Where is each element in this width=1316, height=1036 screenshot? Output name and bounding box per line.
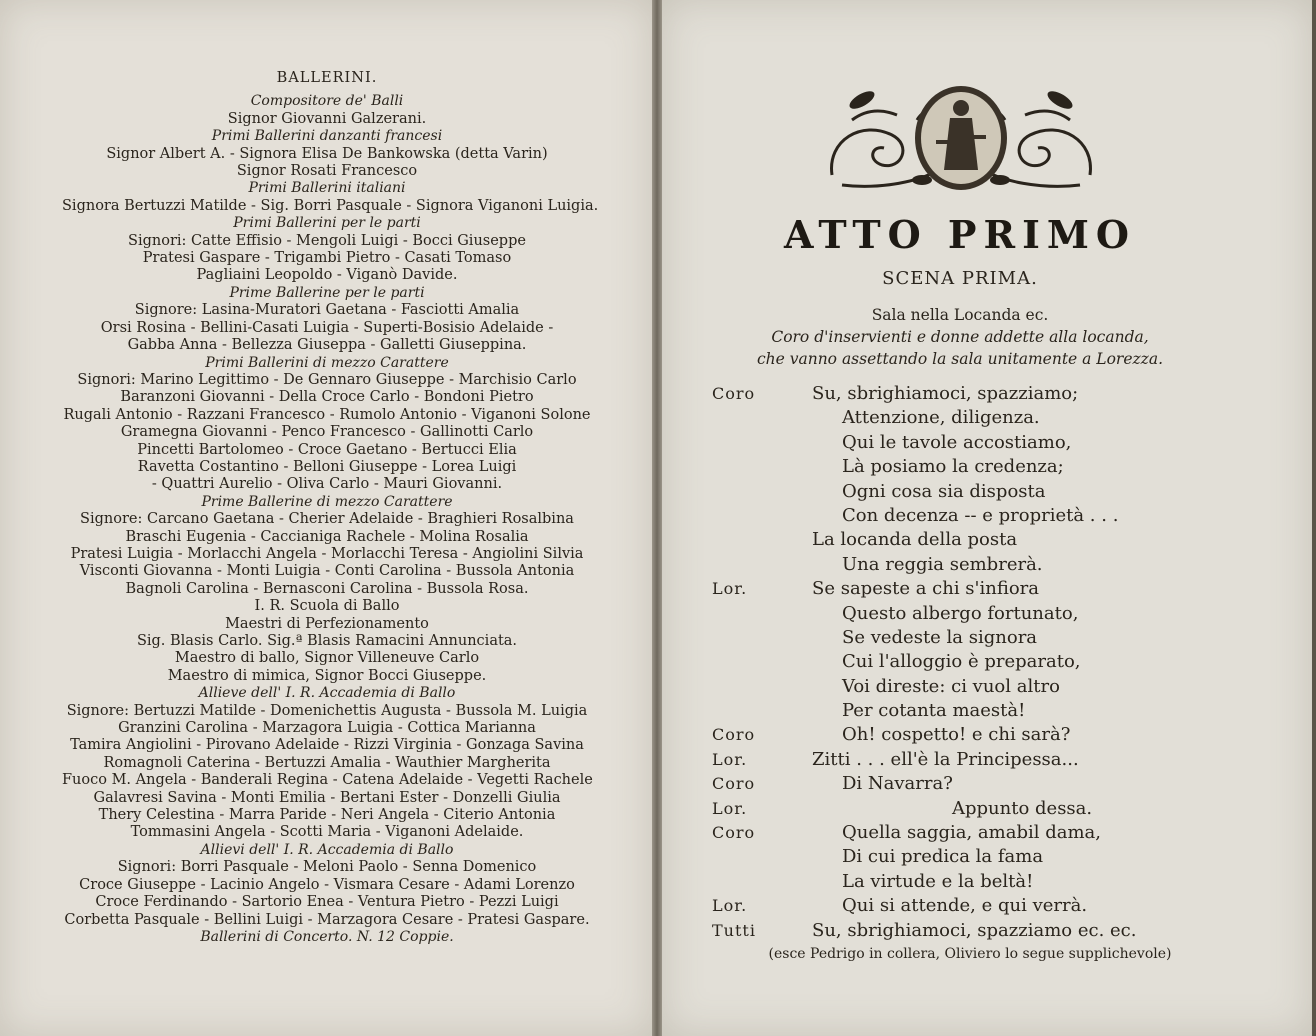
cast-line: Signore: Lasina-Muratori Gaetana - Fasciotti Amalia [134, 302, 520, 319]
verse-line [712, 821, 1232, 845]
verse-block [712, 382, 1232, 943]
cast-line: Rugali Antonio - Razzani Francesco - Rumolo Antonio - Viganoni Solone [63, 406, 591, 423]
cast-line: Orsi Rosina - Bellini-Casati Luigia - Superti-Bosisio Adelaide - [100, 319, 554, 336]
ornament-vignette-icon [822, 80, 1100, 198]
cast-line: Maestro di mimica, Signor Bocci Giuseppe. [167, 667, 487, 684]
verse-text: Questo albergo fortunato, [842, 602, 1079, 624]
verse-text: Zitti . . . ell'è la Principessa... [812, 748, 1079, 770]
verse-line [712, 480, 1232, 504]
verse-text: La locanda della posta [812, 529, 1018, 551]
speaker-label: Coro [712, 384, 756, 403]
speaker-label: Coro [712, 725, 756, 745]
speaker-label: Lor. [712, 749, 748, 769]
cast-section-heading: Prime Ballerine di mezzo Carattere [201, 493, 453, 510]
speaker-label: Lor. [712, 798, 748, 818]
cast-line: Ravetta Costantino - Belloni Giuseppe - Lorea Luigi [137, 458, 517, 475]
verse-text: Se sapeste a chi s'infiora [812, 578, 1040, 600]
cast-line: Baranzoni Giovanni - Della Croce Carlo - Bondoni Pietro [120, 389, 534, 406]
verse-line [712, 577, 1232, 601]
speaker-label: Lor. [712, 579, 748, 599]
verse-text: Là posiamo la credenza; [842, 456, 1064, 478]
cast-section-heading: Primi Ballerini per le parti [233, 215, 421, 232]
verse-line [712, 845, 1232, 869]
cast-section-heading: Primi Ballerini italiani [248, 180, 406, 197]
cast-line: Signor Albert A. - Signora Elisa De Bankowska (detta Varin) [106, 145, 548, 162]
cast-line: Croce Giuseppe - Lacinio Angelo - Vismara Cesare - Adami Lorenzo [79, 876, 575, 893]
cast-line: Pagliaini Leopoldo - Viganò Davide. [196, 267, 458, 284]
verse-text: La virtude e la beltà! [842, 870, 1034, 892]
cast-heading: BALLERINI. [276, 70, 378, 86]
verse-line [712, 455, 1232, 479]
cast-line: I. R. Scuola di Ballo [254, 598, 400, 615]
cast-line: Signori: Marino Legittimo - De Gennaro Giuseppe - Marchisio Carlo [77, 371, 577, 388]
cast-line: Signori: Borri Pasquale - Meloni Paolo - Senna Domenico [117, 859, 537, 876]
verse-text: Appunto dessa. [952, 797, 1093, 819]
verse-text: Su, sbrighiamoci, spazziamo ec. ec. [812, 919, 1137, 941]
verse-line [712, 650, 1232, 674]
cast-line: Signor Rosati Francesco [236, 163, 418, 180]
setting-line: Coro d'inservienti e donne addette alla locanda, [771, 328, 1149, 346]
verse-line [712, 626, 1232, 650]
cast-line: Pincetti Bartolomeo - Croce Gaetano - Bertucci Elia [137, 441, 517, 458]
verse-text: Oh! cospetto! e chi sarà? [842, 724, 1071, 746]
verse-line [712, 870, 1232, 894]
verse-line [712, 797, 1232, 821]
book-gutter [652, 0, 662, 1036]
cast-line: Signore: Carcano Gaetana - Cherier Adelaide - Braghieri Rosalbina [80, 511, 574, 528]
cast-line: Pratesi Gaspare - Trigambi Pietro - Casati Tomaso [142, 250, 512, 267]
verse-line [712, 406, 1232, 430]
setting-line: Sala nella Locanda ec. [871, 306, 1049, 324]
verse-line [712, 504, 1232, 528]
verse-text: Cui l'alloggio è preparato, [842, 651, 1081, 673]
setting-line: che vanno assettando la sala unitamente a Lorezza. [756, 350, 1164, 368]
cast-line: Maestri di Perfezionamento [225, 615, 429, 632]
cast-section-heading: Ballerini di Concerto. N. 12 Coppie. [200, 928, 454, 945]
verse-line [712, 382, 1232, 406]
cast-line: Tamira Angiolini - Pirovano Adelaide - Rizzi Virginia - Gonzaga Savina [70, 737, 584, 754]
verse-text: Voi direste: ci vuol altro [842, 675, 1060, 697]
cast-line: Pratesi Luigia - Morlacchi Angela - Morlacchi Teresa - Angiolini Silvia [70, 545, 584, 562]
verse-text: Qui le tavole accostiamo, [842, 431, 1072, 453]
cast-line: Croce Ferdinando - Sartorio Enea - Ventura Pietro - Pezzi Luigi [95, 894, 559, 911]
verse-text: Su, sbrighiamoci, spazziamo; [812, 383, 1079, 404]
cast-line: Signora Bertuzzi Matilde - Sig. Borri Pasquale - Signora Viganoni Luigia. [62, 197, 599, 214]
verse-text: Attenzione, diligenza. [842, 407, 1040, 429]
speaker-label: Coro [712, 774, 756, 794]
verse-line [712, 699, 1232, 723]
cast-line: - Quattri Aurelio - Oliva Carlo - Mauri Giovanni. [151, 476, 503, 493]
cast-line: Signore: Bertuzzi Matilde - Domenichettis Augusta - Bussola M. Luigia [66, 702, 588, 719]
cast-line: Maestro di ballo, Signor Villeneuve Carlo [174, 650, 480, 667]
cast-line: Granzini Carolina - Marzagora Luigia - Cottica Marianna [118, 720, 536, 737]
verse-line [712, 772, 1232, 796]
cast-line: Gramegna Giovanni - Penco Francesco - Gallinotti Carlo [120, 424, 534, 441]
scene-title: SCENA PRIMA. [882, 268, 1038, 289]
verse-text: Quella saggia, amabil dama, [842, 822, 1101, 844]
cast-line: Braschi Eugenia - Caccianiga Rachele - Molina Rosalia [125, 528, 529, 545]
cast-line: Romagnoli Caterina - Bertuzzi Amalia - Wauthier Margherita [103, 754, 551, 771]
cast-section-heading: Primi Ballerini danzanti francesi [211, 128, 443, 145]
verse-line [712, 919, 1232, 943]
verse-text: Di Navarra? [842, 773, 953, 795]
cast-line: Bagnoli Carolina - Bernasconi Carolina - Bussola Rosa. [125, 580, 529, 597]
verse-line [712, 553, 1232, 577]
scene-setting [700, 304, 1220, 370]
cast-line: Sig. Blasis Carlo. Sig.ª Blasis Ramacini Annunciata. [136, 633, 518, 649]
cast-section-heading: Prime Ballerine per le parti [229, 284, 425, 301]
verse-line [712, 894, 1232, 918]
cast-line: Galavresi Savina - Monti Emilia - Bertani Ester - Donzelli Giulia [93, 789, 561, 806]
verse-text: Una reggia sembrerà. [842, 553, 1043, 575]
cast-line: Gabba Anna - Bellezza Giuseppa - Galletti Giuseppina. [127, 337, 527, 354]
cast-lines [62, 93, 599, 946]
cast-line: Signor Giovanni Galzerani. [227, 110, 427, 127]
cast-line: Fuoco M. Angela - Banderali Regina - Catena Adelaide - Vegetti Rachele [62, 772, 593, 789]
verse-line [712, 602, 1232, 626]
cast-section-heading: Primi Ballerini di mezzo Carattere [205, 354, 449, 371]
speaker-label: Lor. [712, 896, 748, 916]
left-page [0, 0, 652, 1036]
verse-text: Qui si attende, e qui verrà. [842, 895, 1088, 917]
verse-line [712, 748, 1232, 772]
cast-section-heading: Compositore de' Balli [250, 93, 404, 110]
cast-section-heading: Allieve dell' I. R. Accademia di Ballo [198, 685, 456, 702]
cast-line: Thery Celestina - Marra Paride - Neri Angela - Citerio Antonia [98, 807, 556, 824]
verse-text: Di cui predica la fama [842, 846, 1044, 868]
verse-text: Con decenza -- e proprietà . . . [842, 504, 1119, 526]
cast-line: Visconti Giovanna - Monti Luigia - Conti Carolina - Bussola Antonia [79, 563, 575, 580]
cast-list [62, 70, 599, 946]
verse-line [712, 528, 1232, 552]
verse-text: Ogni cosa sia disposta [842, 480, 1046, 502]
verse-line [712, 675, 1232, 699]
verse-line [712, 431, 1232, 455]
stage-direction: (esce Pedrigo in collera, Oliviero lo segue supplichevole) [768, 946, 1172, 962]
cast-line: Tommasini Angela - Scotti Maria - Viganoni Adelaide. [130, 824, 524, 841]
cast-line: Signori: Catte Effisio - Mengoli Luigi - Bocci Giuseppe [128, 232, 526, 249]
verse-text: Per cotanta maestà! [842, 700, 1026, 722]
cast-line: Corbetta Pasquale - Bellini Luigi - Marzagora Cesare - Pratesi Gaspare. [64, 911, 590, 928]
speaker-label: Coro [712, 823, 756, 843]
verse-text: Se vedeste la signora [842, 626, 1038, 648]
verse-line [712, 723, 1232, 747]
act-title: ATTO PRIMO [783, 212, 1137, 257]
cast-section-heading: Allievi dell' I. R. Accademia di Ballo [200, 841, 454, 858]
speaker-label: Tutti [712, 920, 756, 940]
